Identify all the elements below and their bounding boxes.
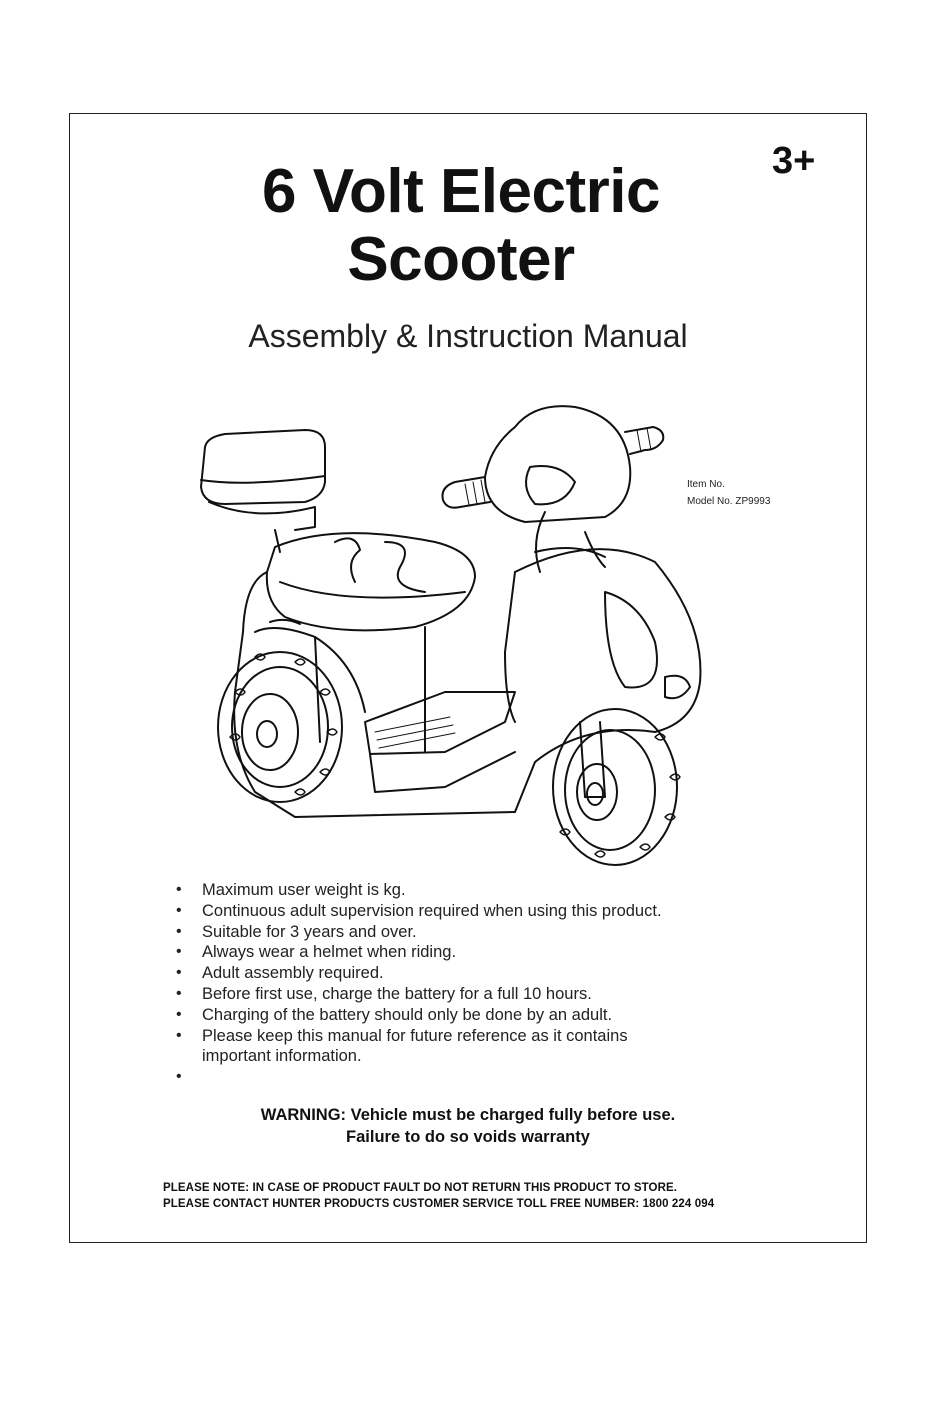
contact-phone: 1800 224 094 — [639, 1198, 715, 1210]
list-item: • Suitable for 3 years and over. — [172, 922, 662, 943]
list-item: • Maximum user weight is kg. — [172, 880, 662, 901]
list-item: • Please keep this manual for future reference as it contains — [172, 1026, 662, 1047]
subtitle: Assembly & Instruction Manual — [248, 318, 688, 354]
warning-line-1: WARNING: Vehicle must be charged fully before use. — [260, 1106, 676, 1124]
warning-line-2: Failure to do so voids warranty — [346, 1128, 590, 1146]
please-note-label: PLEASE NOTE: — [163, 1182, 250, 1194]
item-number: Item No. — [687, 479, 725, 490]
title-line-2: Scooter — [347, 225, 575, 294]
safety-bullet-list — [172, 880, 662, 1067]
list-item: • Adult assembly required. — [172, 963, 662, 984]
contact-prefix: PLEASE CONTACT — [163, 1198, 273, 1210]
list-item-continued: important information. — [202, 1047, 362, 1066]
list-item: • Continuous adult supervision required when using this product. — [172, 901, 662, 922]
please-note-text: IN CASE OF PRODUCT FAULT DO NOT RETURN THIS PRODUCT TO STORE. — [249, 1182, 678, 1194]
contact-separator: : — [635, 1198, 640, 1210]
age-badge: 3+ — [772, 140, 816, 182]
list-item: • Always wear a helmet when riding. — [172, 942, 662, 963]
model-number: Model No. ZP9993 — [687, 496, 771, 507]
please-note-line — [163, 1182, 677, 1194]
contact-line — [163, 1198, 714, 1210]
list-item: • Charging of the battery should only be done by an adult. — [172, 1005, 662, 1026]
contact-company: HUNTER PRODUCTS CUSTOMER SERVICE TOLL FREE NUMBER — [272, 1198, 636, 1210]
title-line-1: 6 Volt Electric — [262, 157, 660, 226]
scooter-illustration — [185, 392, 705, 867]
list-item: • Before first use, charge the battery for a full 10 hours. — [172, 984, 662, 1005]
